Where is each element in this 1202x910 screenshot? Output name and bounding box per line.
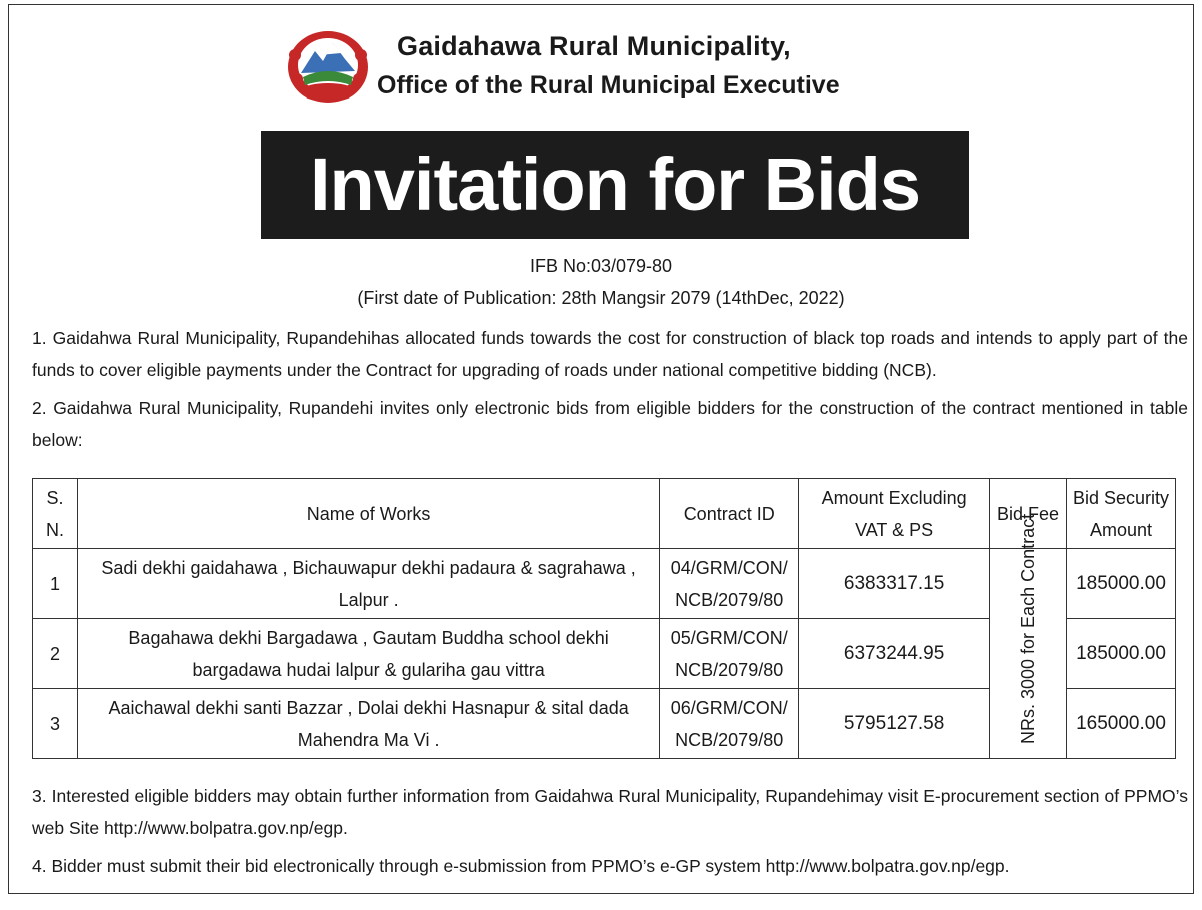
row-amount: 6373244.95 [799,619,990,689]
works-table [32,478,1176,759]
publication-date: (First date of Publication: 28th Mangsir 2079 (14thDec, 2022) [357,288,845,308]
row-name-of-works: Sadi dekhi gaidahawa , Bichauwapur dekhi padaura & sagrahawa , Lalpur . [77,549,659,619]
paragraph-1: 1. Gaidahwa Rural Municipality, Rupandehihas allocated funds towards the cost for construction of black top roads and intends to apply part of the funds to cover eligible payments under the Contract for upgrading of roads under national competitive bidding (NCB). [32,328,1188,380]
header-sn: S. N. [33,479,78,549]
notice-header [285,19,885,109]
header-contract-id: Contract ID [660,479,799,549]
paragraph-2: 2. Gaidahwa Rural Municipality, Rupandehi invites only electronic bids from eligible bidders for the construction of the contract mentioned in table below: [32,398,1188,450]
row-bid-security: 165000.00 [1066,689,1175,759]
row-name-of-works: Bagahawa dekhi Bargadawa , Gautam Buddha school dekhi bargadawa hudai lalpur & gulariha gau vittra [77,619,659,689]
row-amount: 5795127.58 [799,689,990,759]
row-amount: 6383317.15 [799,549,990,619]
table-row [33,549,1176,619]
header-amount: Amount Excluding VAT & PS [799,479,990,549]
row-name-of-works: Aaichawal dekhi santi Bazzar , Dolai dekhi Hasnapur & sital dada Mahendra Ma Vi . [77,689,659,759]
row-sn: 3 [33,689,78,759]
ifb-number: IFB No:03/079-80 [529,256,673,276]
paragraph-3: 3. Interested eligible bidders may obtain further information from Gaidahwa Rural Municipality, Rupandehimay visit E-procurement section of PPMO’s web Site http://www.bolpatra.gov.np/egp. [32,786,1188,838]
nepal-emblem-icon [285,25,371,105]
header-bid-fee: Bid Fee [990,479,1067,549]
header-name-of-works: Name of Works [77,479,659,549]
row-contract-id: 04/GRM/CON/ NCB/2079/80 [660,549,799,619]
office-name: Office of the Rural Municipal Executive [377,71,840,99]
table-header-row [33,479,1176,549]
row-bid-security: 185000.00 [1066,549,1175,619]
municipality-name: Gaidahawa Rural Municipality, [397,31,791,61]
bid-fee-value: NRs. 3000 for Each Contract [1018,513,1039,744]
row-bid-security: 185000.00 [1066,619,1175,689]
row-sn: 2 [33,619,78,689]
row-sn: 1 [33,549,78,619]
paragraph-4: 4. Bidder must submit their bid electronically through e-submission from PPMO’s e-GP system http://www.bolpatra.gov.np/egp. [32,856,1010,876]
header-bid-security: Bid Security Amount [1066,479,1175,549]
row-contract-id: 05/GRM/CON/ NCB/2079/80 [660,619,799,689]
notice-title-banner: Invitation for Bids [261,131,969,239]
row-contract-id: 06/GRM/CON/ NCB/2079/80 [660,689,799,759]
